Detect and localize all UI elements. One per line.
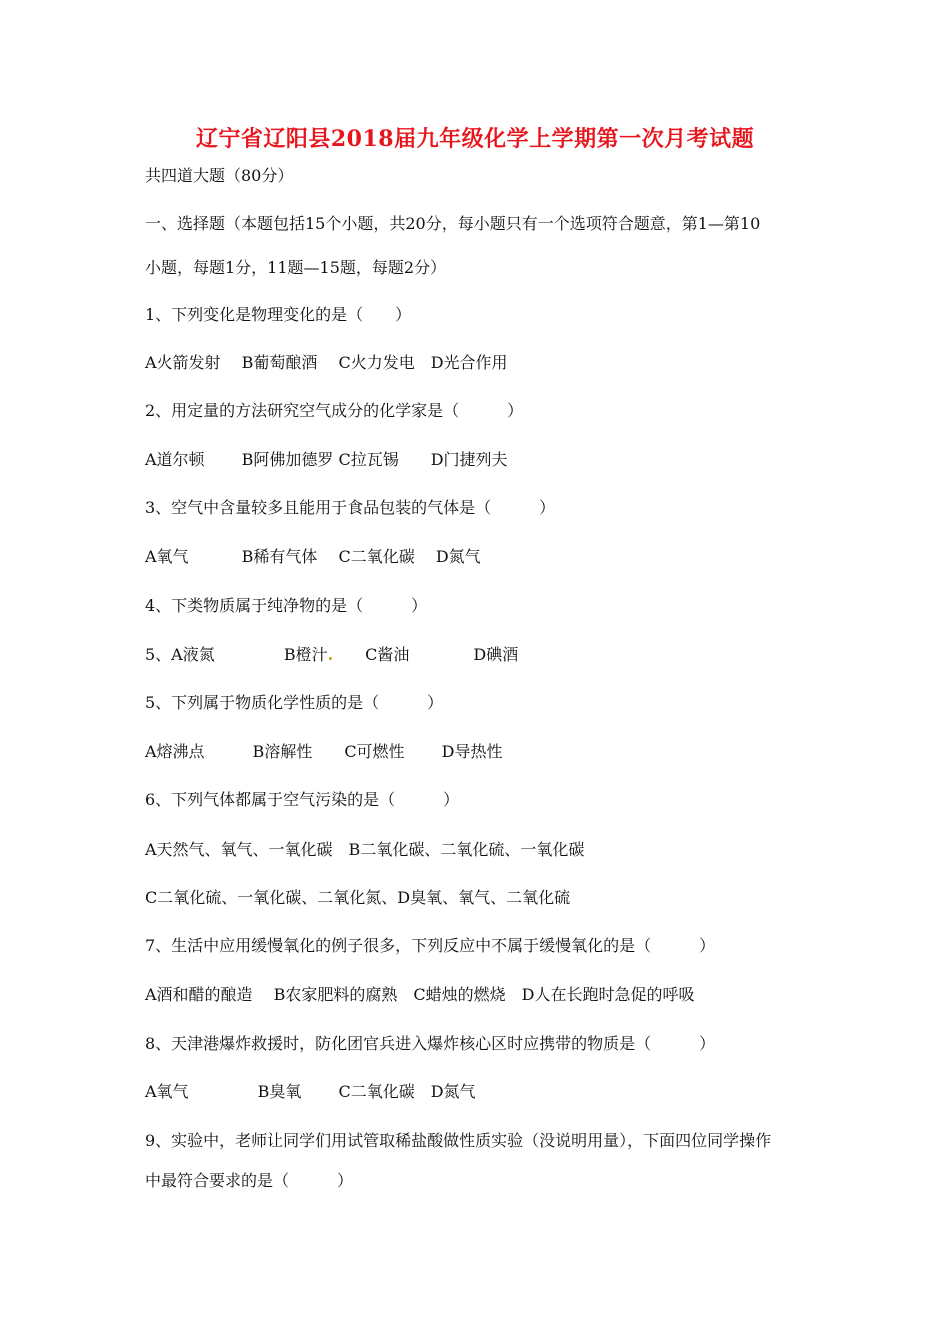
- question-2: 2、用定量的方法研究空气成分的化学家是（ ）: [145, 401, 524, 420]
- question-4-options-head: 5、A液氮 B橙汁: [145, 645, 328, 664]
- question-7: 7、生活中应用缓慢氧化的例子很多，下列反应中不属于缓慢氧化的是（ ）: [145, 936, 716, 955]
- question-9: 9、实验中，老师让同学们用试管取稀盐酸做性质实验（没说明用量），下面四位同学操作: [145, 1131, 772, 1150]
- question-9-line2: 中最符合要求的是（ ）: [145, 1171, 354, 1190]
- question-4: 4、下类物质属于纯净物的是（ ）: [145, 596, 428, 615]
- question-4-options: [145, 645, 518, 665]
- question-7-options: A酒和醋的酿造 B农家肥料的腐熟 C蜡烛的燃烧 D人在长跑时急促的呼吸: [145, 985, 695, 1004]
- question-2-options: A道尔顿 B阿佛加德罗 C拉瓦锡 D门捷列夫: [145, 450, 508, 469]
- intro-text: 共四道大题（80分）: [145, 166, 294, 185]
- document-title: 辽宁省辽阳县2018届九年级化学上学期第一次月考试题: [195, 126, 755, 152]
- question-8-options: A氧气 B臭氧 C二氧化碳 D氮气: [145, 1082, 476, 1101]
- question-4-options-tail: C酱油 D碘酒: [333, 645, 519, 664]
- section-heading-line2: 小题，每题1分，11题—15题，每题2分）: [145, 258, 447, 277]
- question-3: 3、空气中含量较多且能用于食品包装的气体是（ ）: [145, 498, 556, 517]
- question-3-options: A氧气 B稀有气体 C二氧化碳 D氮气: [145, 547, 481, 566]
- question-8: 8、天津港爆炸救援时，防化团官兵进入爆炸核心区时应携带的物质是（ ）: [145, 1034, 716, 1053]
- question-1: 1、下列变化是物理变化的是（ ）: [145, 305, 412, 324]
- question-6: 6、下列气体都属于空气污染的是（ ）: [145, 790, 460, 809]
- question-6-options-2: C二氧化硫、一氧化碳、二氧化氮、D臭氧、氧气、二氧化硫: [145, 888, 571, 907]
- question-5: 5、下列属于物质化学性质的是（ ）: [145, 693, 444, 712]
- section-heading-line1: 一、选择题（本题包括15个小题，共20分，每小题只有一个选项符合题意，第1—第10: [145, 214, 761, 233]
- question-1-options: A火箭发射 B葡萄酿酒 C火力发电 D光合作用: [145, 353, 508, 372]
- question-5-options: A熔沸点 B溶解性 C可燃性 D导热性: [145, 742, 503, 761]
- question-6-options: A天然气、氧气、一氧化碳 B二氧化碳、二氧化硫、一氧化碳: [145, 840, 585, 859]
- stray-dot: .: [327, 645, 334, 664]
